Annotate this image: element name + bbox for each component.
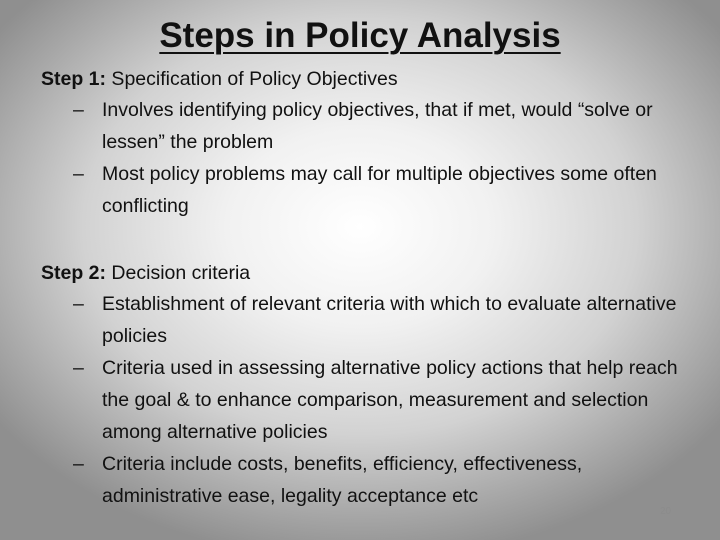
- bullet-text: Involves identifying policy objectives, that if met, would “solve or lessen” the problem: [102, 99, 653, 153]
- step-1-bullet-list: [41, 94, 701, 222]
- bullet-text: Most policy problems may call for multiple objectives some often conflicting: [102, 163, 657, 217]
- slide-number: 20: [660, 506, 672, 517]
- step-1-label: Step 1:: [41, 68, 107, 90]
- step-2-bullet-list: [41, 288, 701, 512]
- bullet-dash: –: [73, 453, 84, 475]
- slide-title: Steps in Policy Analysis: [159, 16, 561, 55]
- step-1-section: [41, 64, 701, 222]
- bullet-text: Criteria used in assessing alternative policy actions that help reach the goal & to enhance comparison, measurement and selection among alternative policies: [102, 357, 678, 443]
- list-item: [41, 158, 688, 222]
- list-item: [41, 448, 688, 512]
- step-1-title: Specification of Policy Objectives: [106, 68, 398, 90]
- bullet-text: Establishment of relevant criteria with which to evaluate alternative policies: [102, 293, 677, 347]
- list-item: [41, 288, 688, 352]
- bullet-text: Criteria include costs, benefits, efficiency, effectiveness, administrative ease, legality acceptance etc: [102, 453, 583, 507]
- bullet-dash: –: [73, 163, 84, 185]
- list-item: [41, 352, 688, 448]
- step-2-title: Decision criteria: [106, 262, 251, 284]
- step-2-heading: [41, 258, 701, 288]
- step-2-section: [41, 258, 701, 512]
- bullet-dash: –: [73, 357, 84, 379]
- list-item: [41, 94, 688, 158]
- bullet-dash: –: [73, 99, 84, 121]
- bullet-dash: –: [73, 293, 84, 315]
- step-2-label: Step 2:: [41, 262, 107, 284]
- step-1-heading: [41, 64, 701, 94]
